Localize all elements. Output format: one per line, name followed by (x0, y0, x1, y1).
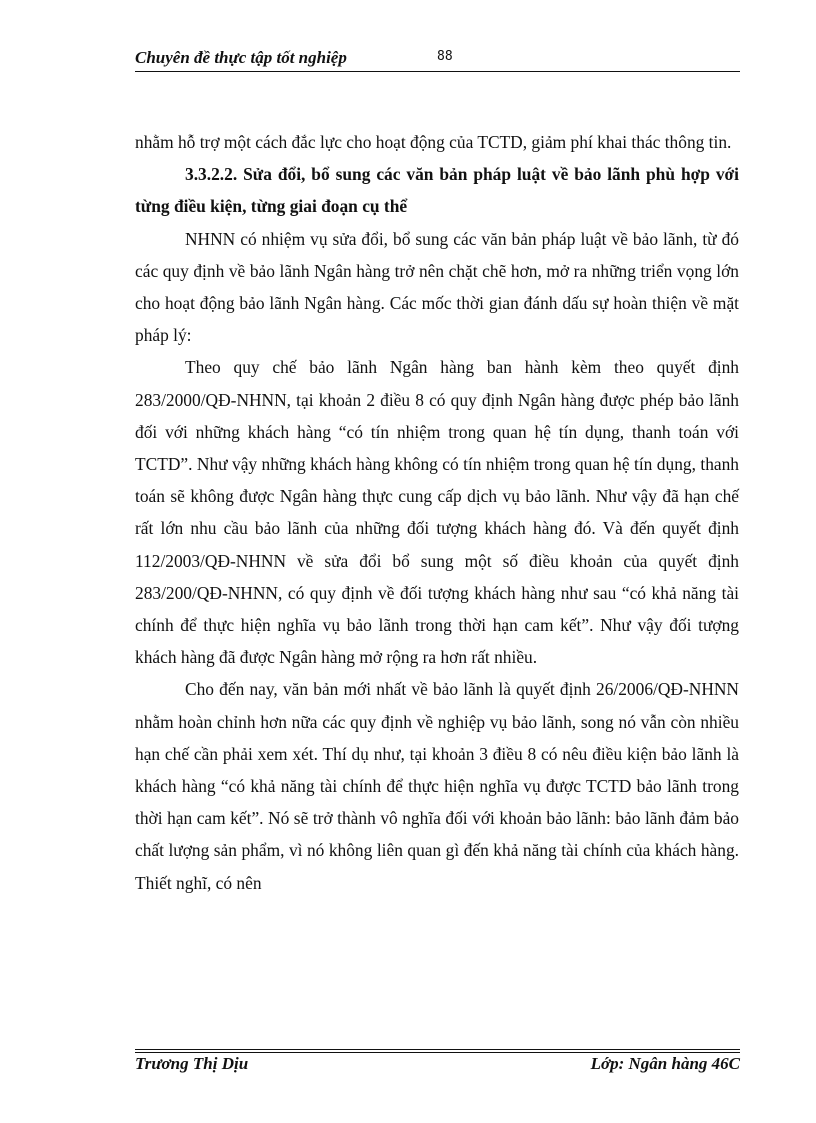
footer-divider-thin (135, 1049, 740, 1050)
page-number: 88 (437, 49, 453, 64)
section-heading: 3.3.2.2. Sửa đổi, bổ sung các văn bản pháp luật về bảo lãnh phù hợp với từng điều kiện, từng giai đoạn cụ thể (135, 164, 739, 217)
page-header (135, 46, 740, 72)
footer-author: Trương Thị Dịu (135, 1054, 249, 1073)
header-divider (135, 71, 740, 72)
page-footer (135, 1054, 740, 1080)
continued-paragraph: nhằm hỗ trợ một cách đắc lực cho hoạt động của TCTD, giảm phí khai thác thông tin. (135, 132, 732, 152)
footer-class: Lớp: Ngân hàng 46C (590, 1054, 740, 1073)
body-paragraph: Theo quy chế bảo lãnh Ngân hàng ban hành kèm theo quyết định 283/2000/QĐ-NHNN, tại khoản 2 điều 8 có quy định Ngân hàng được phép bảo lãnh đối với những khách hàng “có tín nhiệm trong quan hệ tín dụng, thanh toán với TCTD”. Như vậy những khách hàng không có tín nhiệm trong quan hệ tín dụng, thanh toán sẽ không được Ngân hàng thực cung cấp dịch vụ bảo lãnh. Như vậy đã hạn chế rất lớn nhu cầu bảo lãnh của những đối tượng khách hàng đó. Và đến quyết định 112/2003/QĐ-NHNN về sửa đổi bổ sung một số điều khoản của quyết định 283/200/QĐ-NHNN, có quy định về đối tượng khách hàng như sau “có khả năng tài chính để thực hiện nghĩa vụ bảo lãnh trong thời hạn cam kết”. Như vậy đối tượng khách hàng đã được Ngân hàng mở rộng ra hơn rất nhiều. (135, 357, 739, 668)
body-paragraph: Cho đến nay, văn bản mới nhất về bảo lãnh là quyết định 26/2006/QĐ-NHNN nhằm hoàn chỉnh hơn nữa các quy định về nghiệp vụ bảo lãnh, song nó vẫn còn nhiều hạn chế cần phải xem xét. Thí dụ như, tại khoản 3 điều 8 có nêu điều kiện bảo lãnh là khách hàng “có khả năng tài chính để thực hiện nghĩa vụ được TCTD bảo lãnh trong thời hạn cam kết”. Nó sẽ trở thành vô nghĩa đối với khoản bảo lãnh: bảo lãnh đảm bảo chất lượng sản phẩm, vì nó không liên quan gì đến khả năng tài chính của khách hàng. Thiết nghĩ, có nên (135, 679, 739, 893)
body-paragraph: NHNN có nhiệm vụ sửa đổi, bổ sung các văn bản pháp luật về bảo lãnh, từ đó các quy định về bảo lãnh Ngân hàng trở nên chặt chẽ hơn, mở ra những triển vọng lớn cho hoạt động bảo lãnh Ngân hàng. Các mốc thời gian đánh dấu sự hoàn thiện về mặt pháp lý: (135, 228, 739, 346)
document-body (135, 126, 739, 899)
footer-divider-thick (135, 1052, 740, 1053)
header-title: Chuyên đề thực tập tốt nghiệp (135, 48, 347, 67)
